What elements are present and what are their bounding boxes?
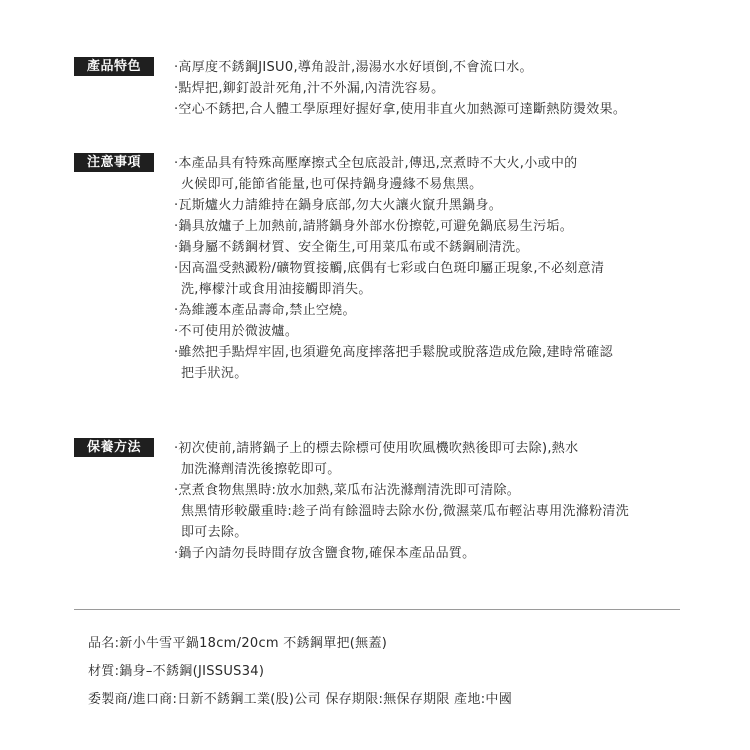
caution-line: ·鍋具放爐子上加熱前,請將鍋身外部水份擦乾,可避免鍋底易生污垢。	[174, 219, 573, 234]
caution-line: ·本產品具有特殊高壓摩擦式全包底設計,傳迅,烹煮時不大火,小或中的	[174, 156, 578, 171]
material-row	[88, 662, 688, 682]
caution-line: ·鍋身屬不銹鋼材質、安全衛生,可用菜瓜布或不銹鋼刷清洗。	[174, 240, 529, 255]
caution-label: 注意事項	[74, 153, 154, 172]
features-line: ·空心不銹把,合人體工學原理好握好拿,使用非直火加熱源可達斷熱防燙效果。	[174, 102, 627, 117]
care-line: 焦黑情形較嚴重時:趁子尚有餘溫時去除水份,微濕菜瓜布輕沾專用洗滌粉清洗	[181, 504, 630, 519]
care-line: ·烹煮食物焦黑時:放水加熱,菜瓜布沾洗滌劑清洗即可清除。	[174, 483, 521, 498]
caution-line: ·瓦斯爐火力請維持在鍋身底部,勿大火讓火竄升黑鍋身。	[174, 198, 503, 213]
importer-info: 委製商/進口商:日新不銹鋼工業(股)公司 保存期限:無保存期限 產地:中國	[88, 692, 513, 707]
material: 材質:鍋身–不銹鋼(JISSUS34)	[88, 664, 265, 679]
caution-line: 把手狀況。	[181, 366, 248, 381]
caution-line: ·雖然把手點焊牢固,也須避免高度摔落把手鬆脫或脫落造成危險,建時常確認	[174, 345, 613, 360]
product-name-row	[88, 634, 688, 654]
product-name: 品名:新小牛雪平鍋18cm/20cm 不銹鋼單把(無蓋)	[88, 636, 388, 651]
divider	[74, 609, 680, 610]
care-label: 保養方法	[74, 438, 154, 457]
care-list	[174, 438, 694, 564]
care-line: 加洗滌劑清洗後擦乾即可。	[181, 462, 341, 477]
care-line: ·初次使前,請將鍋子上的標去除標可使用吹風機吹熱後即可去除),熱水	[174, 441, 579, 456]
features-line: ·點焊把,鉚釘設計死角,汁不外漏,內清洗容易。	[174, 81, 445, 96]
features-list	[174, 57, 694, 120]
care-line: ·鍋子內請勿長時間存放含鹽食物,確保本產品品質。	[174, 546, 476, 561]
caution-list	[174, 153, 694, 384]
caution-line: ·為維護本產品壽命,禁止空燒。	[174, 303, 356, 318]
features-label: 產品特色	[74, 57, 154, 76]
features-line: ·高厚度不銹鋼JISU0,導角設計,湯湯水水好頃倒,不會流口水。	[174, 60, 533, 75]
care-line: 即可去除。	[181, 525, 248, 540]
importer-row	[88, 690, 688, 710]
caution-line: 洗,檸檬汁或食用油接觸即消失。	[181, 282, 372, 297]
caution-line: ·因高溫受熱澱粉/礦物質接觸,底偶有七彩或白色斑印屬正現象,不必刻意清	[174, 261, 605, 276]
caution-line: 火候即可,能節省能量,也可保持鍋身邊緣不易焦黑。	[181, 177, 483, 192]
caution-line: ·不可使用於微波爐。	[174, 324, 299, 339]
